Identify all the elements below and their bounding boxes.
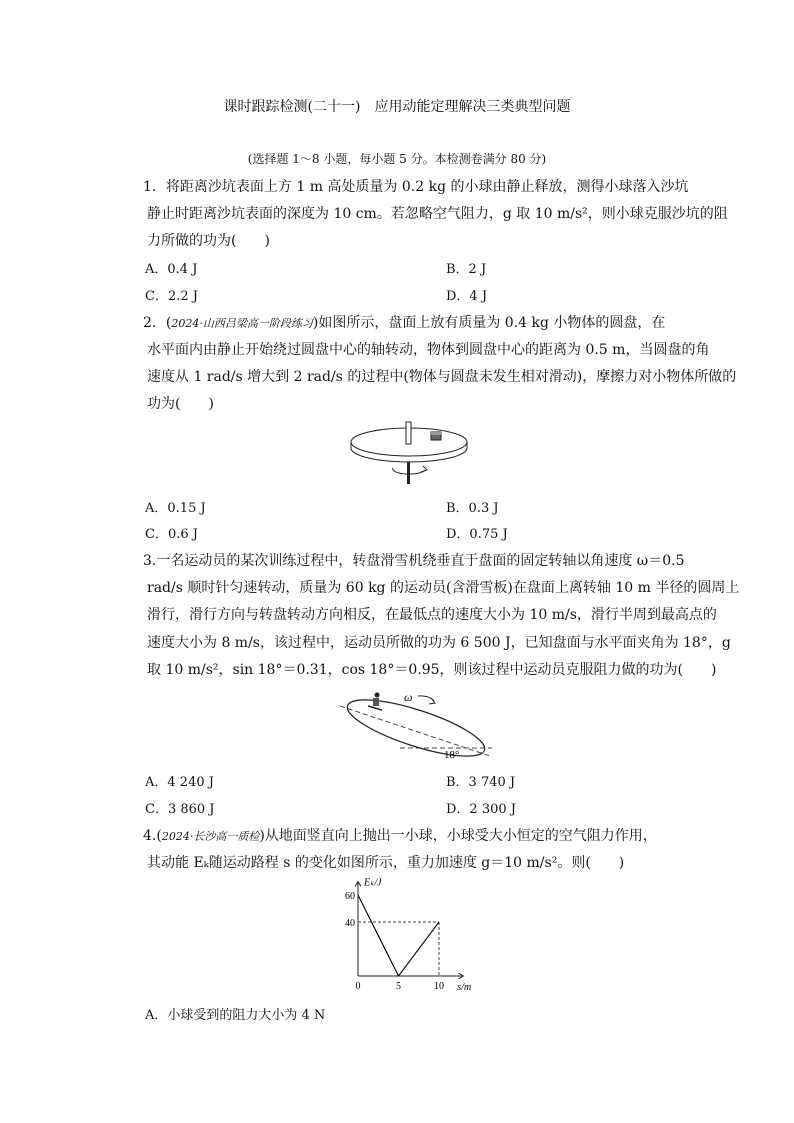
q3-option-a[interactable]: A．4 240 J xyxy=(145,775,214,790)
x-tick-label: 5 xyxy=(396,981,401,992)
q4-line-2: 其动能 Eₖ随运动路程 s 的变化如图所示，重力加速度 g＝10 m/s²。则( ) xyxy=(147,855,625,871)
q2-number: 2．( xyxy=(143,315,172,331)
ek-vs-s-chart xyxy=(330,876,490,996)
q1-option-a[interactable]: A．0.4 J xyxy=(145,262,198,277)
ski-disc-figure xyxy=(336,686,496,764)
q4-option-a[interactable]: A．小球受到的阻力大小为 4 N xyxy=(145,1008,326,1023)
series-segment xyxy=(358,895,399,976)
q3-line-1: 3.一名运动员的某次训练过程中，转盘滑雪机绕垂直于盘面的固定转轴以角速度 ω＝0.5 xyxy=(143,553,685,569)
angle-label: 18° xyxy=(444,749,460,761)
q4-source: 2024·长沙高一质检 xyxy=(161,830,260,843)
x-tick-label: 0 xyxy=(355,981,361,992)
y-tick-label: 40 xyxy=(345,918,355,929)
page-title: 课时跟踪检测(二十一) 应用动能定理解决三类典型问题 xyxy=(223,99,571,115)
q2-option-c[interactable]: C．0.6 J xyxy=(145,527,198,542)
q1-option-d[interactable]: D．4 J xyxy=(446,289,488,304)
omega-label: ω xyxy=(404,690,413,704)
q2-line-1-text: )如图所示，盘面上放有质量为 0.4 kg 小物体的圆盘，在 xyxy=(312,315,666,331)
x-tick-label: 10 xyxy=(434,981,444,992)
q1-option-c[interactable]: C．2.2 J xyxy=(145,289,198,304)
q3-line-2: rad/s 顺时针匀速转动，质量为 60 kg 的运动员(含滑雪板)在盘面上离转轴 10 m 半径的圆周上 xyxy=(147,580,740,596)
q3-option-c[interactable]: C．3 860 J xyxy=(145,802,215,817)
y-tick-label: 60 xyxy=(345,891,355,902)
q3-line-5: 取 10 m/s²，sin 18°＝0.31，cos 18°＝0.95，则该过程中运动员克服阻力做的功为( ) xyxy=(147,662,717,678)
q2-line-2: 水平面内由静止开始绕过圆盘中心的轴转动，物体到圆盘中心的距离为 0.5 m，当圆盘的角 xyxy=(147,342,710,358)
x-axis-label: s/m xyxy=(457,982,472,993)
q2-line-3: 速度从 1 rad/s 增大到 2 rad/s 的过程中(物体与圆盘未发生相对滑动)，摩擦力对小物体所做的 xyxy=(147,369,737,385)
q2-option-d[interactable]: D．0.75 J xyxy=(446,527,508,542)
y-axis-label: Eₖ/J xyxy=(364,877,382,889)
test-instructions: (选择题 1～8 小题，每小题 5 分。本检测卷满分 80 分) xyxy=(247,152,547,166)
q3-option-d[interactable]: D．2 300 J xyxy=(446,802,516,817)
q2-line-1 xyxy=(143,312,665,332)
q1-option-b[interactable]: B．2 J xyxy=(446,262,487,277)
q2-line-4: 功为( ) xyxy=(147,396,214,412)
q3-option-b[interactable]: B．3 740 J xyxy=(446,775,516,790)
q2-option-b[interactable]: B．0.3 J xyxy=(446,501,499,516)
q2-source: 2024·山西吕梁高一阶段练习 xyxy=(171,317,313,330)
rotating-disc-figure xyxy=(343,418,473,490)
q4-line-1 xyxy=(143,825,657,845)
q1-line-3: 力所做的功为( ) xyxy=(147,233,270,249)
q4-line-1-text: )从地面竖直向上抛出一小球，小球受大小恒定的空气阻力作用， xyxy=(259,828,657,844)
series-segment xyxy=(399,922,440,976)
q1-line-1: 1．将距离沙坑表面上方 1 m 高处质量为 0.2 kg 的小球由静止释放，测得小球落入沙坑 xyxy=(143,179,689,195)
q3-line-3: 滑行，滑行方向与转盘转动方向相反，在最低点的速度大小为 10 m/s，滑行半周到最高点的 xyxy=(147,607,717,623)
q2-option-a[interactable]: A．0.15 J xyxy=(145,501,206,516)
q3-line-4: 速度大小为 8 m/s，该过程中，运动员所做的功为 6 500 J，已知盘面与水平面夹角为 18°，g xyxy=(147,635,731,651)
q1-line-2: 静止时距离沙坑表面的深度为 10 cm。若忽略空气阻力，g 取 10 m/s²，则小球克服沙坑的阻 xyxy=(147,206,728,222)
q4-number: 4.( xyxy=(143,828,162,844)
